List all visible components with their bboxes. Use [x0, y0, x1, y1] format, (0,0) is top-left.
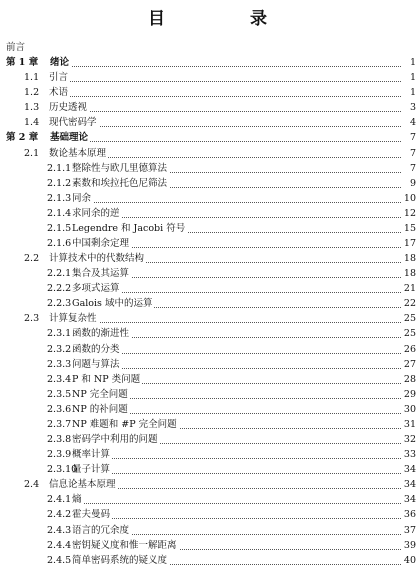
toc-entry-page: 39 [402, 538, 416, 553]
toc-entry-page: 22 [402, 296, 416, 311]
toc-entry-title: 计算技术中的代数结构 [49, 253, 145, 265]
toc-entry-title: 历史透视 [49, 102, 88, 114]
toc-entry-page: 32 [402, 432, 416, 447]
toc-entry-number: 2.3.5 [47, 388, 72, 400]
toc-entry-number: 第 2 章 [6, 132, 39, 144]
toc-entry-page: 25 [402, 326, 416, 341]
dot-leader [47, 488, 401, 504]
toc-entry-number: 1.2 [24, 87, 40, 99]
toc-entry-number: 2.4.2 [47, 509, 72, 521]
toc-entry-title: 集合及其运算 [72, 268, 130, 280]
toc-entry-page: 7 [402, 130, 416, 145]
toc-entry-title: 问题与算法 [72, 358, 120, 370]
toc-entry-page: 18 [402, 251, 416, 266]
toc-entry-page: 27 [402, 357, 416, 372]
toc-entry-title: 素数和埃拉托色尼筛法 [72, 177, 168, 189]
toc-entry-title: 信息论基本原理 [49, 479, 116, 491]
toc-entry-page: 7 [402, 161, 416, 176]
toc-entry-title: 基础理论 [50, 132, 89, 144]
toc-entry-page: 18 [402, 266, 416, 281]
toc-entry[interactable] [0, 553, 419, 568]
toc-entry-title: 前言 [6, 42, 26, 53]
toc-entry-number: 2.3.2 [47, 343, 72, 355]
toc-entry-title: 中国剩余定理 [72, 238, 130, 250]
toc-entry-page: 1 [402, 85, 416, 100]
toc-entry-number: 2.1.2 [47, 177, 72, 189]
toc-entry-page: 12 [402, 206, 416, 221]
toc-entry-page: 7 [402, 146, 416, 161]
toc-entry-number: 2.4.1 [47, 494, 72, 506]
toc-entry-number: 1.4 [24, 117, 40, 129]
toc-entry-title: 绪论 [50, 57, 70, 69]
toc-entry-number: 2.1.5 [47, 222, 72, 234]
toc-entry-title: 引言 [49, 72, 69, 84]
toc-entry-number: 2.3.4 [47, 373, 72, 385]
toc-entry-number: 2.3.1 [47, 328, 72, 340]
toc-entry-number: 2.1 [24, 147, 40, 159]
toc-entry-page: 15 [402, 221, 416, 236]
toc-entry-title: NP 完全问题 [72, 388, 128, 400]
toc-entry-page: 34 [402, 492, 416, 507]
toc-entry-number: 2.3 [24, 313, 40, 325]
toc-entry-number: 2.1.3 [47, 192, 72, 204]
toc-entry-page: 31 [402, 417, 416, 432]
toc-entry-number: 2.3.10 [47, 464, 78, 476]
toc-entry-number: 2.2.1 [47, 268, 72, 280]
toc-entry-page: 36 [402, 507, 416, 522]
toc-entry-title: Legendre 和 Jacobi 符号 [72, 222, 186, 234]
toc-entry-page: 1 [402, 55, 416, 70]
toc-entry-title: 术语 [49, 87, 69, 99]
toc-entry-page: 10 [402, 191, 416, 206]
toc-entry-number: 2.4.3 [47, 524, 72, 536]
toc-entry-title: 同余 [72, 192, 92, 204]
toc-entry-page: 3 [402, 100, 416, 115]
dot-leader [47, 187, 401, 203]
toc-entry-number: 2.3.6 [47, 403, 72, 415]
toc-entry-page: 25 [402, 311, 416, 326]
dot-leader [24, 66, 401, 82]
toc-entry-title: 现代密码学 [49, 117, 97, 129]
toc-entry-title: 多项式运算 [72, 283, 120, 295]
toc-entry-title: 数论基本原理 [49, 147, 107, 159]
toc-entry-page: 28 [402, 372, 416, 387]
toc-entry-page: 1 [402, 70, 416, 85]
toc-entry-title: 整除性与欧几里德算法 [72, 162, 168, 174]
toc-entry-title: 密钥疑义度和惟一解距离 [72, 539, 177, 551]
toc-entry-page: 4 [402, 115, 416, 130]
toc-entry-number: 2.2.2 [47, 283, 72, 295]
toc-entry-title: 简单密码系统的疑义度 [72, 554, 168, 566]
toc-entry-number: 2.1.4 [47, 207, 72, 219]
toc-entry-title: 计算复杂性 [49, 313, 97, 325]
toc-entry-title: 求同余的逆 [72, 207, 120, 219]
toc-entry-title: Galois 域中的运算 [72, 298, 153, 310]
toc-entry-page: 29 [402, 387, 416, 402]
toc-entry-number: 2.1.1 [47, 162, 72, 174]
toc-entry-page: 26 [402, 342, 416, 357]
toc-entry-page: 17 [402, 236, 416, 251]
toc-entry-page: 33 [402, 447, 416, 462]
toc-entry-page: 34 [402, 477, 416, 492]
toc-entry-number: 2.1.6 [47, 238, 72, 250]
toc-entry-page: 34 [402, 462, 416, 477]
toc-entry-page: 37 [402, 523, 416, 538]
toc-entry-title: 函数的渐进性 [72, 328, 130, 340]
table-of-contents [0, 40, 419, 568]
toc-entry-title: 语言的冗余度 [72, 524, 130, 536]
toc-entry-title: 霍夫曼码 [72, 509, 111, 521]
toc-entry-page: 40 [402, 553, 416, 568]
toc-entry-title: NP 的补问题 [72, 403, 128, 415]
toc-entry-number: 2.2.3 [47, 298, 72, 310]
toc-entry-number: 2.3.7 [47, 418, 72, 430]
toc-entry-title: 函数的分类 [72, 343, 120, 355]
toc-entry-title: P 和 NP 类问题 [72, 373, 141, 385]
toc-entry-title: 密码学中利用的问题 [72, 434, 158, 446]
toc-entry-number: 2.3.3 [47, 358, 72, 370]
toc-entry-number: 2.4.5 [47, 554, 72, 566]
toc-entry-number: 1.3 [24, 102, 40, 114]
toc-entry-page: 30 [402, 402, 416, 417]
toc-entry-number: 2.3.9 [47, 449, 72, 461]
toc-entry-label [47, 553, 169, 568]
toc-entry-title: NP 难题和 #P 完全问题 [72, 418, 177, 430]
toc-entry-number: 2.4.4 [47, 539, 72, 551]
toc-entry-number: 2.2 [24, 253, 40, 265]
page-title: 目 录 [148, 9, 301, 29]
toc-entry-title: 熵 [72, 494, 82, 506]
toc-entry-title: 概率计算 [72, 449, 111, 461]
toc-entry-number: 2.4 [24, 479, 40, 491]
toc-entry-number: 2.3.8 [47, 434, 72, 446]
toc-entry-title: 量子计算 [72, 464, 111, 476]
dot-leader [24, 81, 401, 97]
toc-entry-number: 第 1 章 [6, 57, 39, 69]
toc-entry-number: 1.1 [24, 72, 40, 84]
toc-entry-page: 21 [402, 281, 416, 296]
toc-entry-page: 9 [402, 176, 416, 191]
